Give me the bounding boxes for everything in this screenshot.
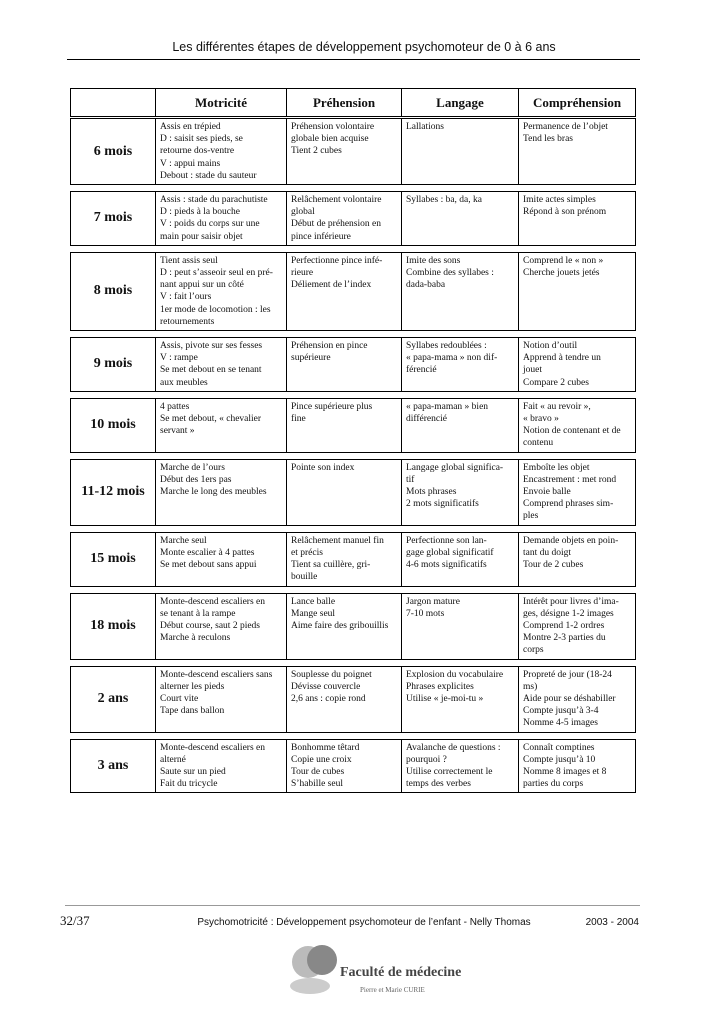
cell-line: Se met debout, « chevalier	[160, 414, 262, 425]
cell-line: Imite des sons	[406, 255, 461, 266]
cell-line: tif	[406, 474, 415, 485]
comprehension-cell	[519, 666, 636, 732]
cell-line: Tour de 2 cubes	[523, 560, 584, 571]
comprehension-cell	[519, 192, 636, 246]
langage-cell	[402, 739, 519, 793]
cell-line: Assis en trépied	[160, 122, 221, 132]
table-row	[71, 192, 636, 246]
cell-line: corps	[523, 645, 544, 656]
motricite-cell	[156, 118, 287, 185]
cell-line: retournements	[160, 316, 215, 327]
comprehension-cell	[519, 118, 636, 185]
cell-line: « papa-maman » bien	[406, 401, 489, 412]
cell-line: V : rampe	[160, 353, 198, 364]
cell-line: Envoie balle	[523, 487, 571, 498]
cell-line: « bravo »	[523, 414, 559, 425]
cell-line: 4 pattes	[160, 401, 190, 412]
cell-line: temps des verbes	[406, 779, 471, 790]
cell-line: férencié	[406, 365, 437, 376]
cell-line: différencié	[406, 414, 447, 425]
cell-line: ples	[523, 511, 539, 522]
motricite-cell	[156, 338, 287, 392]
row-separator	[71, 525, 636, 532]
cell-line: Perfectionne son lan-	[406, 535, 487, 546]
cell-line: Phrases explicites	[406, 681, 474, 692]
table-row	[71, 118, 636, 185]
cell-line: alterner les pieds	[160, 681, 225, 692]
cell-line: Tour de cubes	[291, 766, 345, 777]
cell-line: Mots phrases	[406, 487, 457, 498]
prehension-cell	[287, 192, 402, 246]
cell-line: Pointe son index	[291, 462, 355, 473]
comprehension-cell	[519, 252, 636, 330]
cell-line: Avalanche de questions :	[406, 742, 501, 753]
cell-line: Comprend phrases sim-	[523, 499, 614, 510]
age-cell: 3 ans	[71, 739, 156, 793]
row-separator	[71, 586, 636, 593]
langage-cell	[402, 192, 519, 246]
cell-line: 2 mots significatifs	[406, 499, 479, 510]
cell-line: Monte escalier à 4 pattes	[160, 547, 255, 558]
cell-line: Perfectionne pince infé-	[291, 255, 383, 266]
cell-line: main pour saisir objet	[160, 231, 243, 242]
cell-line: Se met debout sans appui	[160, 560, 257, 571]
logo-subtitle: Pierre et Marie CURIE	[360, 986, 425, 994]
motricite-cell	[156, 192, 287, 246]
cell-line: S’habille seul	[291, 779, 343, 790]
logo-base	[290, 978, 330, 994]
cell-line: Connaît comptines	[523, 742, 595, 753]
prehension-cell	[287, 252, 402, 330]
cell-line: retourne dos-ventre	[160, 146, 235, 157]
cell-line: Compte jusqu’à 3-4	[523, 706, 599, 717]
cell-line: nant appui sur un côté	[160, 280, 244, 291]
comprehension-cell	[519, 398, 636, 452]
cell-line: Comprend le « non »	[523, 255, 604, 266]
header-prehension: Préhension	[287, 89, 402, 118]
prehension-cell	[287, 459, 402, 525]
page-number: 32/37	[60, 913, 90, 928]
cell-line: pourquoi ?	[406, 754, 447, 765]
table-row	[71, 739, 636, 793]
cell-line: supérieure	[291, 353, 331, 364]
row-separator	[71, 245, 636, 252]
cell-line: Langage global significa-	[406, 462, 504, 473]
cell-line: D : peut s’asseoir seul en pré-	[160, 268, 273, 279]
cell-line: Préhension volontaire	[291, 122, 375, 132]
cell-line: gage global significatif	[406, 547, 494, 558]
cell-line: Monte-descend escaliers sans	[160, 669, 273, 680]
motricite-cell	[156, 739, 287, 793]
motricite-cell	[156, 532, 287, 586]
cell-line: V : fait l’ours	[160, 292, 212, 303]
cell-line: Combine des syllabes :	[406, 268, 494, 279]
table-row	[71, 459, 636, 525]
cell-line: Comprend 1-2 ordres	[523, 620, 605, 631]
cell-line: Début de préhension en	[291, 219, 381, 230]
cell-line: Propreté de jour (18-24	[523, 669, 612, 680]
cell-line: V : appui mains	[160, 158, 221, 169]
cell-line: Marche à reculons	[160, 633, 231, 644]
cell-line: Relâchement volontaire	[291, 195, 382, 206]
header-comprehension: Compréhension	[519, 89, 636, 118]
cell-line: Début des 1ers pas	[160, 474, 232, 485]
cell-line: Apprend à tendre un	[523, 353, 601, 364]
prehension-cell	[287, 739, 402, 793]
row-separator	[71, 331, 636, 338]
cell-line: servant »	[160, 426, 195, 437]
cell-line: jouet	[523, 365, 542, 376]
motricite-cell	[156, 593, 287, 659]
cell-line: Cherche jouets jetés	[523, 268, 600, 279]
cell-line: Copie une croix	[291, 754, 352, 765]
age-cell: 11-12 mois	[71, 459, 156, 525]
age-cell: 8 mois	[71, 252, 156, 330]
cell-line: Lance balle	[291, 596, 336, 607]
cell-line: Utilise correctement le	[406, 766, 493, 777]
cell-line: 1er mode de locomotion : les	[160, 304, 271, 315]
footer-rule	[65, 905, 640, 906]
cell-line: D : pieds à la bouche	[160, 207, 240, 218]
cell-line: « papa-mama » non dif-	[406, 353, 498, 364]
age-cell: 10 mois	[71, 398, 156, 452]
langage-cell	[402, 532, 519, 586]
cell-line: Jargon mature	[406, 596, 460, 607]
prehension-cell	[287, 593, 402, 659]
row-separator	[71, 185, 636, 192]
cell-line: Aide pour se déshabiller	[523, 693, 616, 704]
age-cell: 9 mois	[71, 338, 156, 392]
motricite-cell	[156, 459, 287, 525]
langage-cell	[402, 398, 519, 452]
header-langage: Langage	[402, 89, 519, 118]
motricite-cell	[156, 252, 287, 330]
cell-line: Utilise « je-moi-tu »	[406, 693, 484, 704]
langage-cell	[402, 666, 519, 732]
table-header-row	[71, 89, 636, 118]
page-header-title: Les différentes étapes de développement psychomoteur de 0 à 6 ans	[172, 40, 556, 54]
row-separator	[71, 391, 636, 398]
header-motricite: Motricité	[156, 89, 287, 118]
row-separator	[71, 732, 636, 739]
cell-line: Tient 2 cubes	[291, 146, 342, 157]
cell-line: tant du doigt	[523, 547, 572, 558]
cell-line: Tient assis seul	[160, 255, 218, 266]
cell-line: Pince supérieure plus	[291, 401, 373, 412]
prehension-cell	[287, 666, 402, 732]
cell-line: Syllabes redoublées :	[406, 341, 487, 352]
comprehension-cell	[519, 338, 636, 392]
table-row	[71, 398, 636, 452]
cell-line: Mange seul	[291, 608, 336, 619]
cell-line: Marche seul	[160, 535, 207, 546]
cell-line: Répond à son prénom	[523, 207, 607, 218]
cell-line: Assis, pivote sur ses fesses	[160, 341, 263, 352]
langage-cell	[402, 252, 519, 330]
cell-line: 7-10 mots	[406, 608, 445, 619]
cell-line: Relâchement manuel fin	[291, 535, 384, 546]
cell-line: Fait « au revoir »,	[523, 401, 591, 412]
cell-line: Fait du tricycle	[160, 779, 218, 790]
cell-line: Marche le long des meubles	[160, 487, 267, 498]
cell-line: Compte jusqu’à 10	[523, 754, 596, 765]
cell-line: et précis	[291, 547, 323, 558]
cell-line: D : saisit ses pieds, se	[160, 134, 243, 145]
motricite-cell	[156, 666, 287, 732]
cell-line: ms)	[523, 681, 538, 692]
langage-cell	[402, 593, 519, 659]
age-cell: 7 mois	[71, 192, 156, 246]
age-cell: 15 mois	[71, 532, 156, 586]
table-row	[71, 338, 636, 392]
cell-line: rieure	[291, 268, 314, 279]
cell-line: Dévisse couvercle	[291, 681, 361, 692]
cell-line: Notion d’outil	[523, 341, 578, 352]
table-body	[71, 118, 636, 793]
cell-line: Nomme 4-5 images	[523, 718, 598, 729]
cell-line: Se met debout en se tenant	[160, 365, 262, 376]
faculty-logo	[288, 940, 462, 1002]
cell-line: Aime faire des gribouillis	[291, 620, 389, 631]
cell-line: global	[291, 207, 315, 218]
cell-line: Lallations	[406, 122, 444, 132]
age-cell: 2 ans	[71, 666, 156, 732]
cell-line: V : poids du corps sur une	[160, 219, 260, 230]
comprehension-cell	[519, 532, 636, 586]
cell-line: contenu	[523, 438, 554, 449]
prehension-cell	[287, 338, 402, 392]
cell-line: Debout : stade du sauteur	[160, 170, 257, 181]
cell-line: Syllabes : ba, da, ka	[406, 195, 482, 206]
cell-line: Court vite	[160, 693, 199, 704]
cell-line: 4-6 mots significatifs	[406, 560, 487, 571]
footer-year: 2003 - 2004	[585, 917, 639, 928]
cell-line: Déliement de l’index	[291, 280, 372, 291]
cell-line: Saute sur un pied	[160, 766, 226, 777]
cell-line: Compare 2 cubes	[523, 377, 589, 388]
row-separator	[71, 452, 636, 459]
table-row	[71, 593, 636, 659]
header-empty	[71, 89, 156, 118]
development-table	[70, 88, 636, 793]
cell-line: dada-baba	[406, 280, 446, 291]
cell-line: Monte-descend escaliers en	[160, 596, 265, 607]
comprehension-cell	[519, 593, 636, 659]
cell-line: Préhension en pince	[291, 341, 368, 352]
prehension-cell	[287, 532, 402, 586]
cell-line: Assis : stade du parachutiste	[160, 195, 268, 206]
comprehension-cell	[519, 459, 636, 525]
cell-line: Tend les bras	[523, 134, 573, 145]
cell-line: alterné	[160, 754, 186, 765]
table-row	[71, 532, 636, 586]
cell-line: Nomme 8 images et 8	[523, 766, 607, 777]
age-cell: 18 mois	[71, 593, 156, 659]
cell-line: se tenant à la rampe	[160, 608, 236, 619]
cell-line: globale bien acquise	[291, 134, 369, 145]
langage-cell	[402, 338, 519, 392]
cell-line: Marche de l’ours	[160, 462, 225, 473]
langage-cell	[402, 118, 519, 185]
row-separator	[71, 659, 636, 666]
cell-line: Intérêt pour livres d’ima-	[523, 596, 619, 607]
comprehension-cell	[519, 739, 636, 793]
cell-line: Monte-descend escaliers en	[160, 742, 265, 753]
prehension-cell	[287, 118, 402, 185]
cell-line: Montre 2-3 parties du	[523, 633, 606, 644]
cell-line: Demande objets en poin-	[523, 535, 619, 546]
cell-line: Début course, saut 2 pieds	[160, 620, 260, 631]
header-rule	[67, 59, 640, 60]
table-row	[71, 666, 636, 732]
cell-line: fine	[291, 414, 306, 425]
logo-portrait-right	[307, 945, 337, 975]
motricite-cell	[156, 398, 287, 452]
prehension-cell	[287, 398, 402, 452]
cell-line: 2,6 ans : copie rond	[291, 693, 366, 704]
cell-line: pince inférieure	[291, 231, 351, 242]
age-cell: 6 mois	[71, 118, 156, 185]
cell-line: Tape dans ballon	[160, 706, 225, 717]
langage-cell	[402, 459, 519, 525]
cell-line: aux meubles	[160, 377, 208, 388]
footer-title: Psychomotricité : Développement psychomoteur de l’enfant - Nelly Thomas	[197, 917, 531, 928]
cell-line: Bonhomme têtard	[291, 742, 360, 753]
cell-line: Explosion du vocabulaire	[406, 669, 504, 680]
cell-line: Encastrement : met rond	[523, 474, 617, 485]
cell-line: Notion de contenant et de	[523, 426, 621, 437]
cell-line: Emboîte les objet	[523, 462, 590, 473]
cell-line: Souplesse du poignet	[291, 669, 372, 680]
cell-line: Permanence de l’objet	[523, 122, 608, 132]
logo-title: Faculté de médecine	[340, 965, 462, 980]
cell-line: ges, désigne 1-2 images	[523, 608, 614, 619]
cell-line: parties du corps	[523, 779, 584, 790]
table-row	[71, 252, 636, 330]
cell-line: Tient sa cuillère, gri-	[291, 560, 371, 571]
cell-line: Imite actes simples	[523, 195, 596, 206]
cell-line: bouille	[291, 572, 318, 583]
